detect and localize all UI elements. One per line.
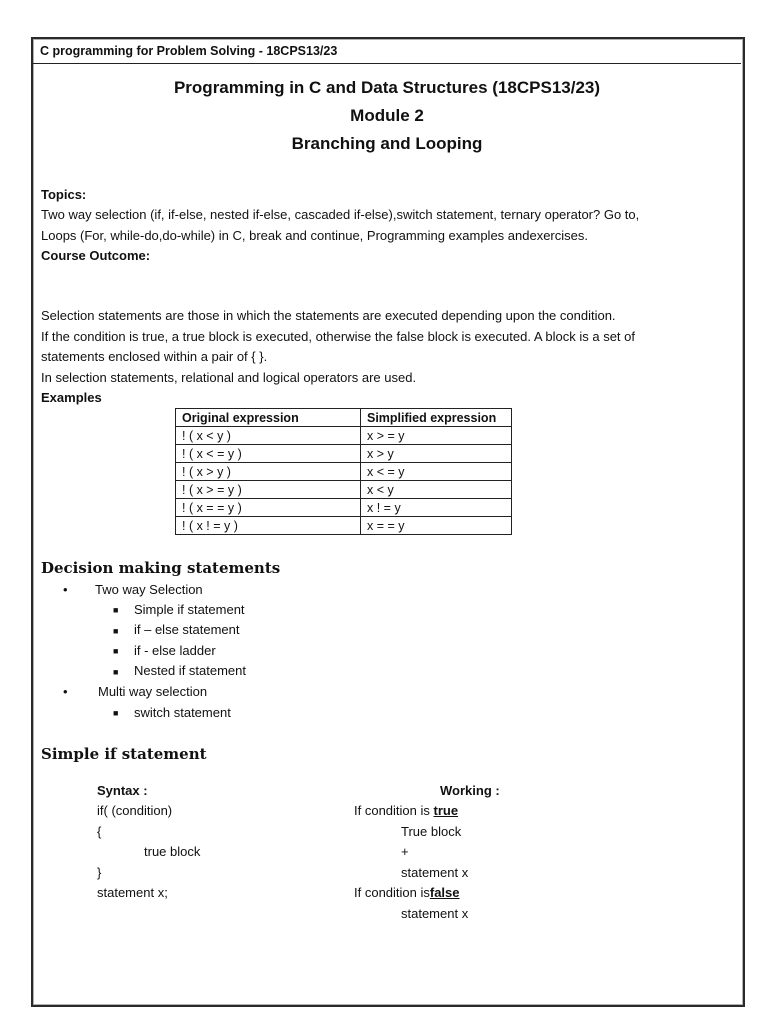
table-header-original: Original expression [176,409,361,427]
table-row [176,499,512,517]
table-cell: ! ( x ! = y ) [176,517,361,535]
title-module: Module 2 [350,106,424,125]
topics-line-2: Loops (For, while-do,do-while) in C, break and continue, Programming examples andexercises. [41,228,588,243]
working-true-block: True block [401,824,462,839]
syntax-label: Syntax : [97,783,148,798]
bullet-icon: • [63,582,68,597]
list-item: switch statement [134,705,231,720]
working-true-word: true [433,803,459,818]
table-cell: x > y [361,445,512,463]
intro-paragraph-3: In selection statements, relational and logical operators are used. [41,370,417,385]
list-item: if - else ladder [134,643,216,658]
square-bullet-icon: ■ [113,708,119,718]
decision-heading: Decision making statements [41,559,281,577]
square-bullet-icon: ■ [113,605,119,615]
running-header: C programming for Problem Solving - 18CPS13/23 [40,44,338,58]
table-cell: x = = y [361,517,512,535]
list-item: Nested if statement [134,663,246,678]
list-item: Simple if statement [134,602,245,617]
examples-label: Examples [41,390,102,405]
list-item: if – else statement [134,622,240,637]
table-cell: ! ( x = = y ) [176,499,361,517]
working-statement-x-false: statement x [401,906,469,921]
table-cell: ! ( x < y ) [176,427,361,445]
table-row [176,445,512,463]
intro-paragraph-2b: statements enclosed within a pair of { }. [41,349,268,364]
intro-paragraph-2a: If the condition is true, a true block is executed, otherwise the false block is executed. A block is a set of [41,329,635,344]
working-false-prefix: If condition is [354,885,430,900]
table-row [176,481,512,499]
syntax-line: } [97,865,102,880]
syntax-line: if( (condition) [97,803,173,818]
table-row [176,463,512,481]
table-row [176,427,512,445]
topics-label: Topics: [41,187,87,202]
working-plus: + [401,844,409,859]
topics-line-1: Two way selection (if, if-else, nested if-else, cascaded if-else),switch statement, ternary operator? Go to, [41,207,640,222]
square-bullet-icon: ■ [113,667,119,677]
table-cell: x < = y [361,463,512,481]
header-rule [33,63,741,64]
expression-table [175,408,512,535]
syntax-line: true block [144,844,201,859]
title-course: Programming in C and Data Structures (18CPS13/23) [173,78,601,97]
list-item: Two way Selection [95,582,203,597]
title-topic: Branching and Looping [291,134,483,153]
table-cell: ! ( x > = y ) [176,481,361,499]
table-row [176,517,512,535]
syntax-line: { [97,824,102,839]
syntax-line: statement x; [97,885,168,900]
working-false-condition [354,885,460,900]
intro-paragraph-1: Selection statements are those in which the statements are executed depending upon the condition. [41,308,616,323]
simple-if-heading: Simple if statement [41,745,207,763]
table-cell: x ! = y [361,499,512,517]
course-outcome-label: Course Outcome: [41,248,151,263]
table-cell: ! ( x > y ) [176,463,361,481]
table-cell: x < y [361,481,512,499]
working-label: Working : [440,783,500,798]
working-true-condition [354,803,458,818]
square-bullet-icon: ■ [113,646,119,656]
table-header-row [176,409,512,427]
working-false-word: false [429,885,460,900]
bullet-icon: • [63,684,68,699]
table-cell: x > = y [361,427,512,445]
working-true-prefix: If condition is [354,803,434,818]
list-item: Multi way selection [98,684,208,699]
working-statement-x: statement x [401,865,469,880]
square-bullet-icon: ■ [113,626,119,636]
table-cell: ! ( x < = y ) [176,445,361,463]
table-header-simplified: Simplified expression [361,409,512,427]
